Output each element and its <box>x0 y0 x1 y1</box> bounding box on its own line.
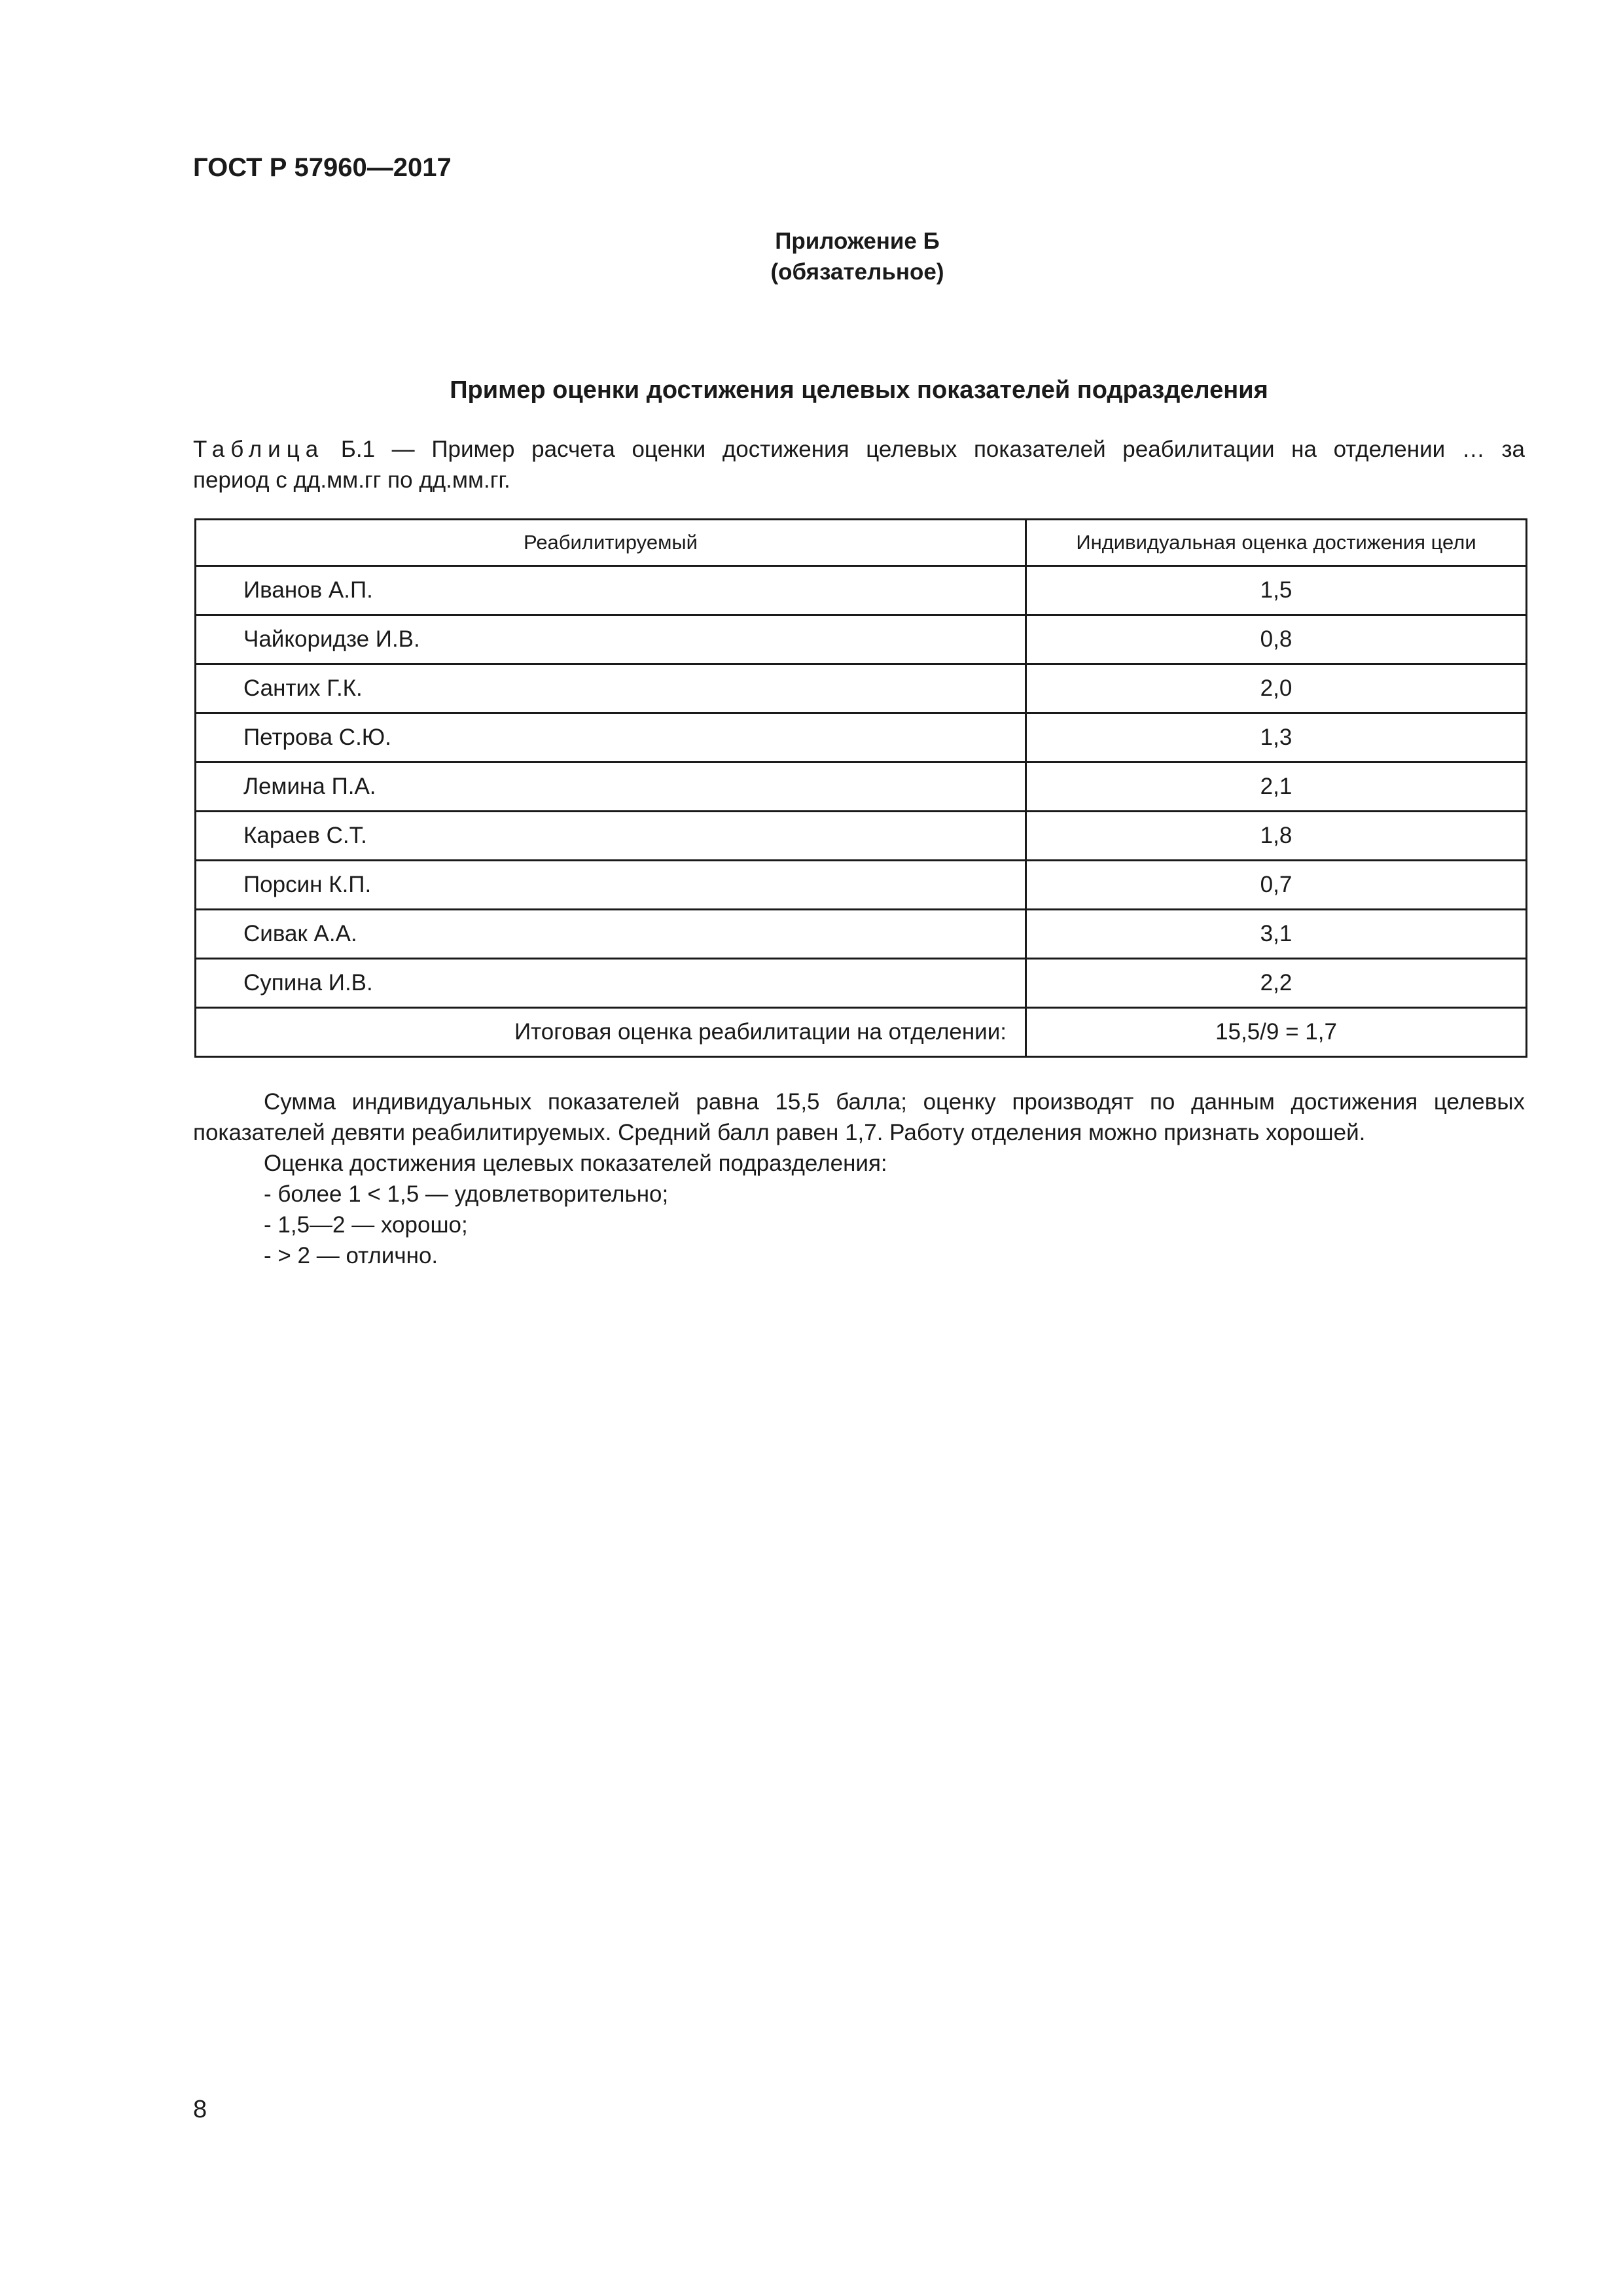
table-row <box>196 861 1527 910</box>
summary-paragraph <box>193 1086 1525 1148</box>
patient-name: Супина И.В. <box>196 959 1026 1008</box>
table-row <box>196 615 1527 664</box>
table-row <box>196 762 1527 812</box>
table-caption-line-1 <box>193 434 1525 465</box>
appendix-title: Приложение Б <box>775 228 940 254</box>
patient-score: 0,8 <box>1026 615 1527 664</box>
appendix-heading <box>0 226 1623 287</box>
table-caption-line-2: период с дд.мм.гг по дд.мм.гг. <box>193 467 510 493</box>
table-row <box>196 959 1527 1008</box>
rehab-scores-table <box>194 518 1527 1058</box>
column-header-patient: Реабилитируемый <box>196 520 1026 566</box>
patient-score: 3,1 <box>1026 910 1527 959</box>
criteria-intro: Оценка достижения целевых показателей подразделения: <box>264 1151 887 1176</box>
patient-score: 1,5 <box>1026 566 1527 615</box>
document-code: ГОСТ Р 57960—2017 <box>193 153 452 182</box>
table-caption <box>193 434 1525 495</box>
patient-name: Караев С.Т. <box>196 812 1026 861</box>
patient-score: 2,2 <box>1026 959 1527 1008</box>
table-row <box>196 812 1527 861</box>
patient-name: Лемина П.А. <box>196 762 1026 812</box>
patient-name: Иванов А.П. <box>196 566 1026 615</box>
page-number: 8 <box>193 2096 207 2123</box>
patient-score: 1,8 <box>1026 812 1527 861</box>
patient-score: 2,1 <box>1026 762 1527 812</box>
patient-score: 2,0 <box>1026 664 1527 713</box>
table-caption-text: Б.1 — Пример расчета оценки достижения целевых показателей реабилитации на отделении … за <box>324 437 1525 462</box>
body-text <box>193 1086 1525 1271</box>
patient-score: 1,3 <box>1026 713 1527 762</box>
summary-line-2: показателей девяти реабилитируемых. Средний балл равен 1,7. Работу отделения можно признать хорошей. <box>193 1120 1366 1145</box>
criteria-item-satisfactory: - более 1 < 1,5 — удовлетворительно; <box>264 1181 669 1207</box>
patient-name: Сантих Г.К. <box>196 664 1026 713</box>
patient-score: 0,7 <box>1026 861 1527 910</box>
summary-line-1: Сумма индивидуальных показателей равна 15,5 балла; оценку производят по данным достижения целевых <box>264 1089 1525 1115</box>
section-title: Пример оценки достижения целевых показателей подразделения <box>450 376 1268 404</box>
table-header-row <box>196 520 1527 566</box>
criteria-item-excellent: - > 2 — отлично. <box>264 1243 438 1268</box>
total-value: 15,5/9 = 1,7 <box>1026 1008 1527 1057</box>
criteria-item-good: - 1,5—2 — хорошо; <box>264 1212 468 1238</box>
patient-name: Петрова С.Ю. <box>196 713 1026 762</box>
total-label: Итоговая оценка реабилитации на отделении: <box>196 1008 1026 1057</box>
table-row <box>196 713 1527 762</box>
patient-name: Сивак А.А. <box>196 910 1026 959</box>
column-header-score: Индивидуальная оценка достижения цели <box>1026 520 1527 566</box>
table-row <box>196 664 1527 713</box>
table-row <box>196 910 1527 959</box>
table-caption-label: Таблица <box>193 437 325 462</box>
appendix-status: (обязательное) <box>770 259 944 285</box>
table-row <box>196 566 1527 615</box>
patient-name: Чайкоридзе И.В. <box>196 615 1026 664</box>
patient-name: Порсин К.П. <box>196 861 1026 910</box>
table-total-row <box>196 1008 1527 1057</box>
